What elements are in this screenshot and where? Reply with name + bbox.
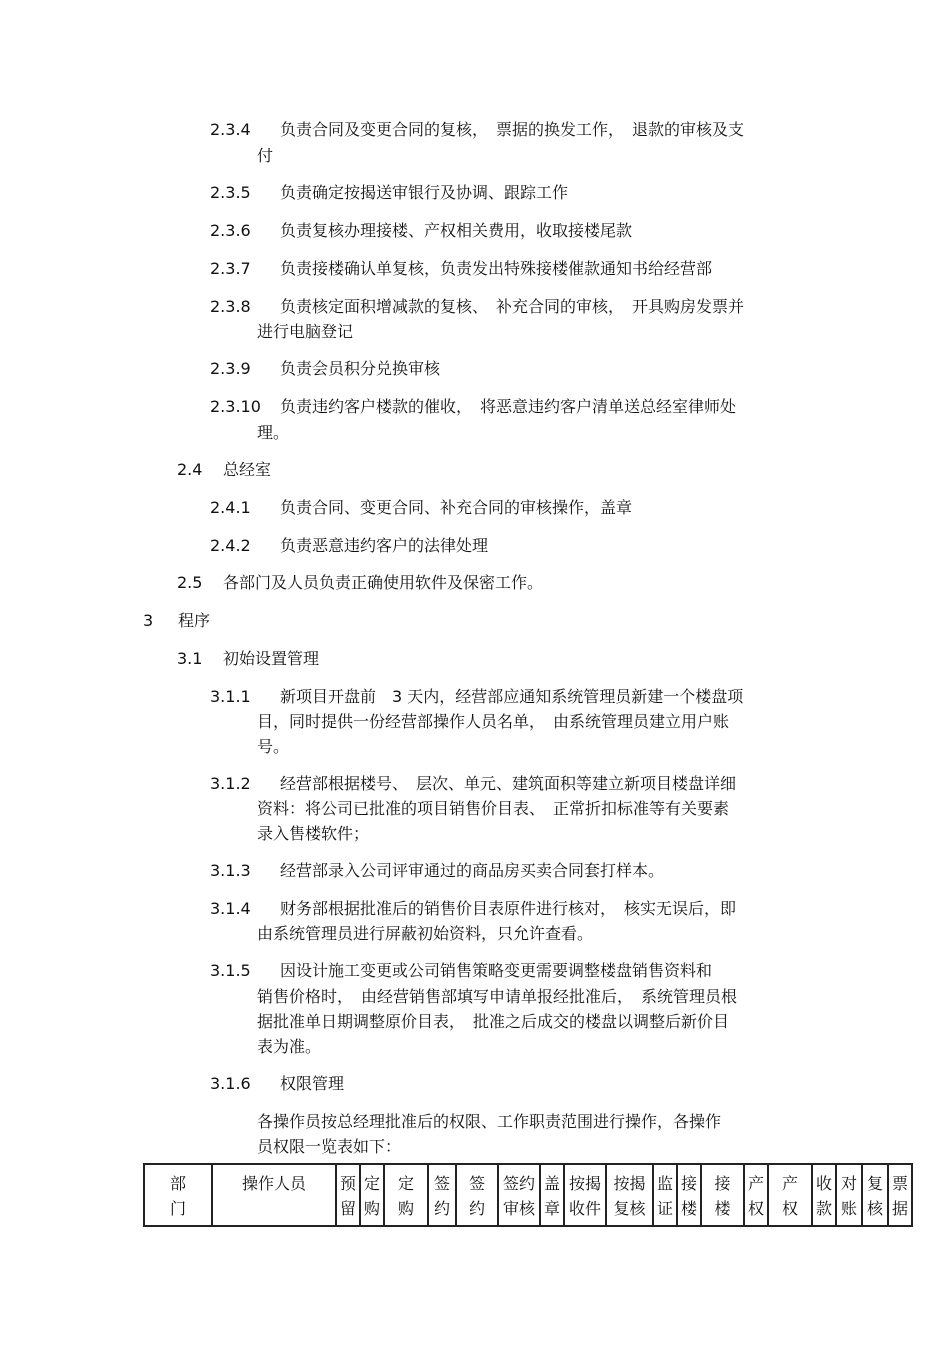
col-header-handover-2: 接楼 — [701, 1164, 744, 1226]
col-header-order-2: 定购 — [384, 1164, 428, 1226]
clause-number: 3.1.4 — [210, 899, 251, 918]
col-header-sign-review: 签约审核 — [498, 1164, 540, 1226]
col-header-notary: 监证 — [653, 1164, 677, 1226]
col-header-sign: 签约 — [428, 1164, 456, 1226]
clause-number: 2.3.6 — [210, 221, 251, 240]
clause-text-continued: 由系统管理员进行屏蔽初始资料，只允许查看。 — [257, 924, 594, 943]
clause-text: 负责合同及变更合同的复核， 票据的换发工作， 退款的审核及支 — [280, 120, 745, 139]
section-title: 总经室 — [223, 460, 272, 479]
col-header-operator: 操作人员 — [212, 1164, 336, 1226]
clause-text: 负责核定面积增减款的复核、 补充合同的审核， 开具购房发票并 — [280, 297, 745, 316]
col-header-recheck: 复核 — [862, 1164, 888, 1226]
section-text: 各部门及人员负责正确使用软件及保密工作。 — [223, 573, 544, 592]
clause-text-continued: 目，同时提供一份经营部操作人员名单， 由系统管理员建立用户账 — [257, 712, 730, 731]
clause-number: 3.1.1 — [210, 687, 251, 706]
clause-text-continued: 销售价格时， 由经营销售部填写申请单报经批准后， 系统管理员根 — [257, 987, 738, 1006]
clause-text: 经营部录入公司评审通过的商品房买卖合同套打样本。 — [280, 861, 665, 880]
clause-text-continued: 据批准单日期调整原价目表， 批准之后成交的楼盘以调整后新价目 — [257, 1012, 730, 1031]
clause-text: 负责复核办理接楼、产权相关费用，收取接楼尾款 — [280, 221, 633, 240]
intro-paragraph: 各操作员按总经理批准后的权限、工作职责范围进行操作，各操作 — [257, 1112, 722, 1131]
clause-number: 3.1.3 — [210, 861, 251, 880]
col-header-sign-2: 签约 — [456, 1164, 498, 1226]
clause-number: 2.3.4 — [210, 120, 251, 139]
clause-number: 3.1.5 — [210, 961, 251, 980]
clause-number: 3.1.6 — [210, 1074, 251, 1093]
col-header-reserve: 预留 — [336, 1164, 360, 1226]
clause-text: 负责会员积分兑换审核 — [280, 359, 441, 378]
clause-text-continued: 表为准。 — [257, 1037, 322, 1056]
clause-text: 负责接楼确认单复核，负责发出特殊接楼催款通知书给经营部 — [280, 259, 713, 278]
clause-text: 负责确定按揭送审银行及协调、跟踪工作 — [280, 183, 569, 202]
chapter-title: 程序 — [178, 611, 211, 630]
clause-text-continued: 付 — [257, 146, 274, 165]
clause-number: 2.4.1 — [210, 498, 251, 517]
section-title: 初始设置管理 — [223, 649, 320, 668]
clause-text-continued: 理。 — [257, 423, 290, 442]
clause-number: 2.3.8 — [210, 297, 251, 316]
chapter-number: 3 — [143, 611, 154, 630]
clause-text: 新项目开盘前 3 天内，经营部应通知系统管理员新建一个楼盘项 — [280, 687, 744, 706]
clause-text: 财务部根据批准后的销售价目表原件进行核对， 核实无误后，即 — [280, 899, 737, 918]
intro-paragraph-continued: 员权限一览表如下： — [257, 1137, 402, 1156]
col-header-receipt: 票据 — [888, 1164, 912, 1226]
section-number: 3.1 — [177, 649, 203, 668]
col-header-department: 部门 — [144, 1164, 212, 1226]
section-number: 2.5 — [177, 573, 203, 592]
col-header-order: 定购 — [360, 1164, 384, 1226]
clause-text: 负责恶意违约客户的法律处理 — [280, 536, 489, 555]
clause-number: 2.4.2 — [210, 536, 251, 555]
col-header-property-right-2: 产权 — [768, 1164, 812, 1226]
clause-number: 2.3.5 — [210, 183, 251, 202]
clause-text: 经营部根据楼号、 层次、单元、建筑面积等建立新项目楼盘详细 — [280, 774, 737, 793]
col-header-handover: 接楼 — [677, 1164, 701, 1226]
clause-text-continued: 录入售楼软件； — [257, 824, 370, 843]
clause-text: 负责合同、变更合同、补充合同的审核操作，盖章 — [280, 498, 633, 517]
col-header-property-right: 产权 — [744, 1164, 768, 1226]
col-header-mortgage-receive: 按揭收件 — [564, 1164, 606, 1226]
permissions-table — [143, 1163, 913, 1227]
clause-text-continued: 号。 — [257, 737, 290, 756]
clause-number: 2.3.7 — [210, 259, 251, 278]
col-header-seal: 盖章 — [540, 1164, 564, 1226]
col-header-mortgage-review: 按揭复核 — [606, 1164, 653, 1226]
clause-number: 3.1.2 — [210, 774, 251, 793]
table-header-row — [144, 1164, 912, 1226]
section-number: 2.4 — [177, 460, 203, 479]
clause-text-continued: 进行电脑登记 — [257, 322, 354, 341]
clause-text: 权限管理 — [280, 1074, 345, 1093]
clause-text: 负责违约客户楼款的催收， 将恶意违约客户清单送总经室律师处 — [280, 397, 737, 416]
clause-number: 2.3.10 — [210, 397, 261, 416]
clause-text: 因设计施工变更或公司销售策略变更需要调整楼盘销售资料和 — [280, 961, 713, 980]
clause-text-continued: 资料：将公司已批准的项目销售价目表、 正常折扣标准等有关要素 — [257, 799, 730, 818]
clause-number: 2.3.9 — [210, 359, 251, 378]
col-header-collection: 收款 — [812, 1164, 836, 1226]
col-header-reconcile: 对账 — [836, 1164, 862, 1226]
